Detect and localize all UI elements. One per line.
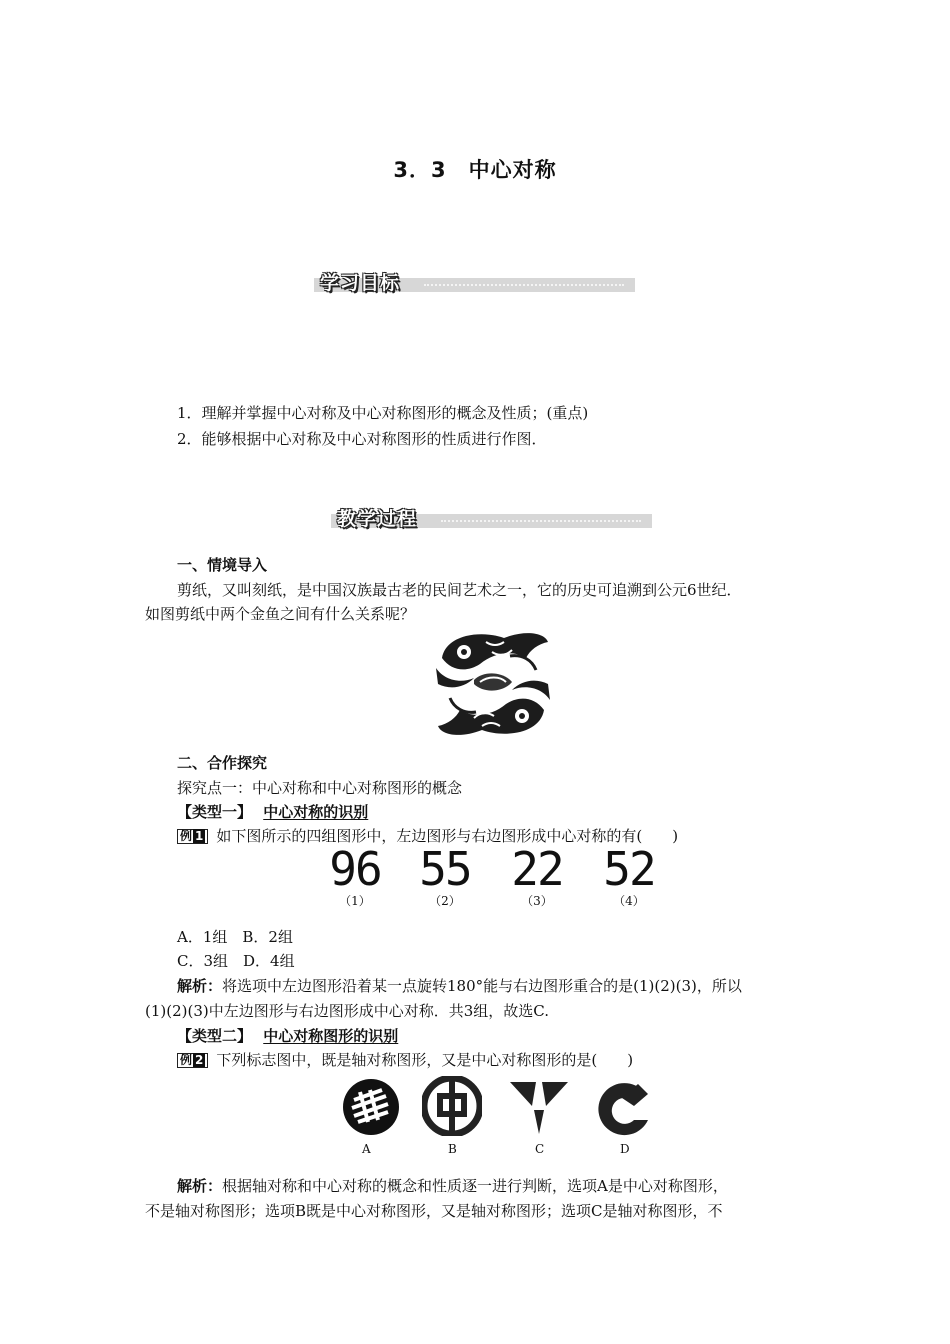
- example-1-badge: 例 1: [177, 829, 208, 844]
- objective-item-2: 2．能够根据中心对称及中心对称图形的性质进行作图．: [177, 430, 547, 448]
- logo-b-label: B: [448, 1142, 457, 1156]
- example-1-analysis-line-2: (1)(2)(3)中左边图形与右边图形成中心对称．共3组，故选C.: [145, 1002, 549, 1020]
- figure-3: [502, 842, 572, 909]
- type-1-bracket: 【类型一】: [177, 803, 253, 821]
- figure-3-caption: （3）: [521, 894, 553, 908]
- figure-4: [594, 842, 664, 909]
- type-2-heading: [177, 1026, 398, 1046]
- figure-1: [320, 842, 390, 909]
- intro-line-1: 剪纸，又叫刻纸，是中国汉族最古老的民间艺术之一，它的历史可追溯到公元6世纪．: [177, 581, 742, 599]
- example-1-figures: [320, 842, 665, 916]
- example-1-options-row-2: C．3组 D．4组: [177, 952, 295, 970]
- figure-2-caption: （2）: [429, 894, 461, 908]
- objective-item-1: 1．理解并掌握中心对称及中心对称图形的概念及性质；(重点): [177, 404, 589, 422]
- analysis-label: 解析：: [177, 977, 223, 995]
- banner-dots: [424, 284, 624, 286]
- paper-cut-goldfish-image: [434, 628, 552, 740]
- logo-c-triangles-icon: [508, 1078, 570, 1136]
- example-1-question: 如下图所示的四组图形中，左边图形与右边图形成中心对称的有( ): [216, 827, 679, 845]
- figure-1-caption: （1）: [339, 894, 371, 908]
- example-1-analysis-line-1: [177, 976, 742, 996]
- example-2-logos: [338, 1076, 658, 1160]
- figure-1-glyphs: 96: [329, 842, 381, 896]
- type-1-name: 中心对称的识别: [263, 803, 369, 821]
- example-2-analysis-line-2: 不是轴对称图形；选项B既是中心对称图形，又是轴对称图形；选项C是轴对称图形，不: [145, 1202, 723, 1220]
- section-2-heading: 二、合作探究: [177, 754, 268, 772]
- process-heading: 教学过程: [337, 508, 418, 530]
- logo-d-construction-bank-icon: [594, 1080, 652, 1138]
- banner-dots: [441, 520, 641, 522]
- objectives-heading: 学习目标: [320, 272, 401, 294]
- logo-b-bank-of-china-icon: [422, 1076, 482, 1136]
- figure-2: [410, 842, 480, 909]
- analysis-label: 解析：: [177, 1177, 223, 1195]
- figure-4-caption: （4）: [613, 894, 645, 908]
- example-2-question-line: [177, 1050, 633, 1070]
- explore-point-1: 探究点一：中心对称和中心对称图形的概念: [177, 779, 463, 797]
- type-2-bracket: 【类型二】: [177, 1027, 253, 1045]
- example-1-options-row-1: A．1组 B．2组: [177, 928, 293, 946]
- figure-3-glyphs: 22: [511, 842, 563, 896]
- example-2-analysis-line-1: [177, 1176, 728, 1196]
- figure-4-glyphs: 52: [603, 842, 655, 896]
- type-1-heading: [177, 802, 368, 822]
- intro-line-2: 如图剪纸中两个金鱼之间有什么关系呢？: [145, 605, 416, 623]
- type-2-name: 中心对称图形的识别: [263, 1027, 399, 1045]
- analysis-text: 根据轴对称和中心对称的概念和性质逐一进行判断，选项A是中心对称图形，: [222, 1177, 728, 1195]
- logo-d-label: D: [620, 1142, 630, 1156]
- example-2-question: 下列标志图中，既是轴对称图形，又是中心对称图形的是( ): [216, 1051, 634, 1069]
- section-1-heading: 一、情境导入: [177, 556, 268, 574]
- logo-c-label: C: [535, 1142, 545, 1156]
- logo-a-label: A: [362, 1142, 371, 1156]
- logo-a-china-mobile-icon: [342, 1078, 400, 1136]
- page-title: 3．3 中心对称: [393, 158, 557, 182]
- example-2-badge: 例 2: [177, 1053, 208, 1068]
- process-banner: [331, 508, 652, 530]
- figure-2-glyphs: 55: [419, 842, 471, 896]
- analysis-text: 将选项中左边图形沿着某一点旋转180°能与右边图形重合的是(1)(2)(3)，所以: [222, 977, 742, 995]
- objectives-banner: [314, 272, 635, 294]
